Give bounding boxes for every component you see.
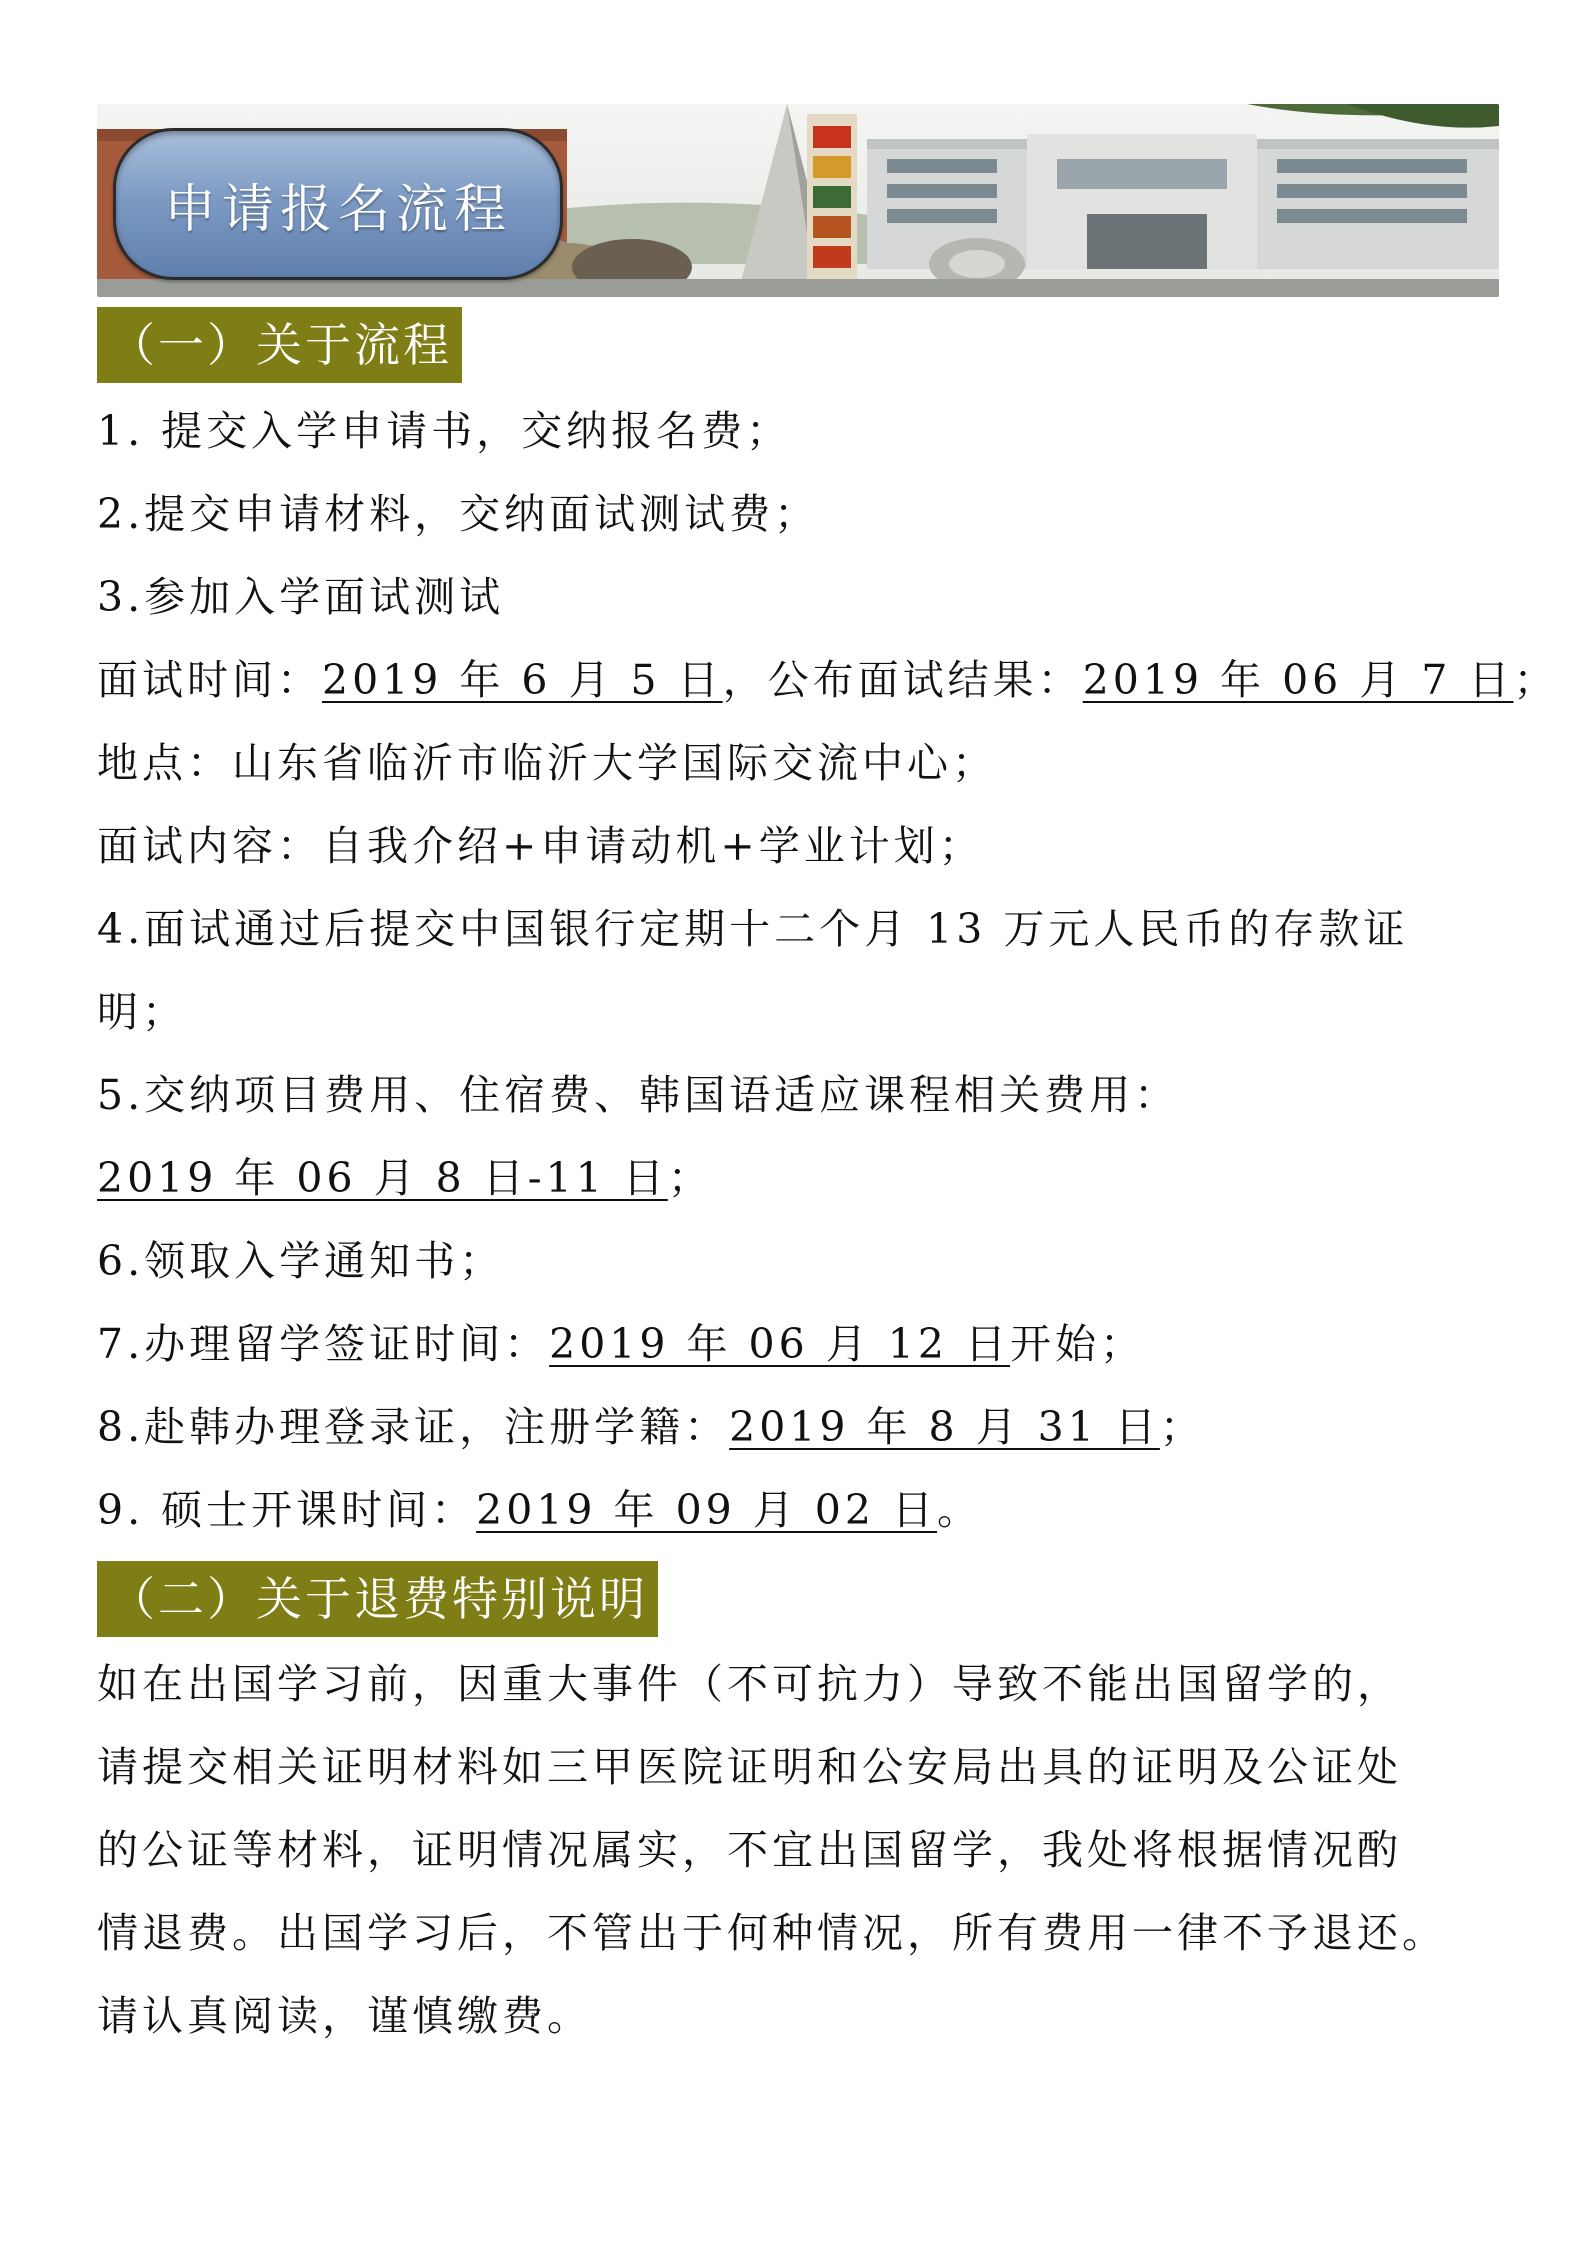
refund-paragraph-line: 请认真阅读，谨慎缴费。 <box>97 1992 592 2040</box>
banner-title: 申请报名流程 <box>113 128 563 280</box>
refund-paragraph-line: 请提交相关证明材料如三甲医院证明和公安局出具的证明及公证处 <box>97 1743 1402 1791</box>
visa-label: 7.办理留学签证时间： <box>97 1320 550 1368</box>
class-start-label: 9. 硕士开课时间： <box>97 1486 477 1534</box>
registration-label: 8.赴韩办理登录证，注册学籍： <box>97 1403 730 1451</box>
step-2: 2.提交申请材料，交纳面试测试费； <box>97 490 820 538</box>
interview-time-line <box>97 652 1558 708</box>
step-1: 1. 提交入学申请书，交纳报名费； <box>97 407 792 455</box>
punct: 。 <box>937 1486 983 1534</box>
campus-banner <box>97 104 1499 297</box>
step-7 <box>97 1316 1145 1372</box>
section-header-process: （一）关于流程 <box>97 307 462 383</box>
interview-date: 2019 年 6 月 5 日 <box>322 656 723 704</box>
section-header-refund: （二）关于退费特别说明 <box>97 1561 658 1637</box>
visa-suffix: 开始； <box>1009 1320 1145 1368</box>
refund-paragraph-line: 的公证等材料，证明情况属实，不宜出国留学，我处将根据情况酌 <box>97 1826 1402 1874</box>
punct: ； <box>667 1154 713 1202</box>
step-3: 3.参加入学面试测试 <box>97 573 505 621</box>
refund-paragraph-line: 如在出国学习前，因重大事件（不可抗力）导致不能出国留学的， <box>97 1660 1402 1708</box>
interview-content: 面试内容：自我介绍+申请动机+学业计划； <box>97 822 984 870</box>
fee-date-line <box>97 1150 713 1206</box>
interview-time-label: 面试时间： <box>97 656 322 704</box>
registration-date: 2019 年 8 月 31 日 <box>729 1403 1160 1451</box>
visa-date: 2019 年 06 月 12 日 <box>549 1320 1010 1368</box>
refund-paragraph-line: 情退费。出国学习后，不管出于何种情况，所有费用一律不予退还。 <box>97 1909 1447 1957</box>
punct: ； <box>1159 1403 1205 1451</box>
step-8 <box>97 1399 1205 1455</box>
fee-date: 2019 年 06 月 8 日-11 日 <box>97 1154 668 1202</box>
class-start-date: 2019 年 09 月 02 日 <box>476 1486 938 1534</box>
punct: ； <box>1513 656 1559 704</box>
step-4-cont: 明； <box>97 988 187 1036</box>
result-date: 2019 年 06 月 7 日 <box>1082 656 1514 704</box>
step-9 <box>97 1482 982 1538</box>
result-label: ，公布面试结果： <box>722 656 1083 704</box>
step-4: 4.面试通过后提交中国银行定期十二个月 13 万元人民币的存款证 <box>97 905 1409 953</box>
step-5: 5.交纳项目费用、住宿费、韩国语适应课程相关费用： <box>97 1071 1180 1119</box>
interview-location: 地点：山东省临沂市临沂大学国际交流中心； <box>97 739 997 787</box>
step-6: 6.领取入学通知书； <box>97 1237 505 1285</box>
